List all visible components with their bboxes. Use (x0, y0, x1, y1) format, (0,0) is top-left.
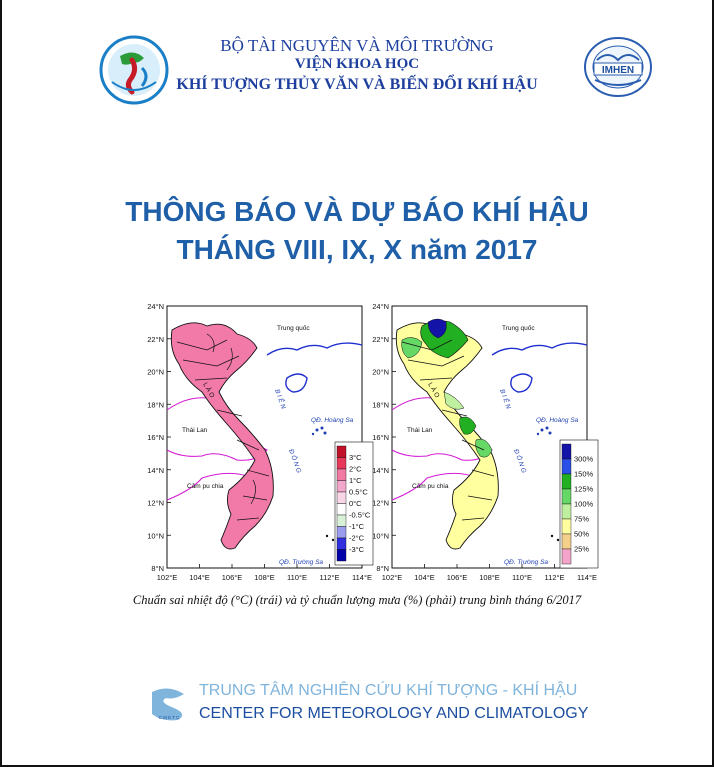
page-border-left (0, 0, 2, 767)
document-title-line2: THÁNG VIII, IX, X năm 2017 (176, 234, 538, 265)
lat-tick-label: 24°N (372, 302, 389, 311)
legend-swatch (337, 527, 346, 539)
lat-tick-label: 22°N (147, 334, 164, 344)
legend-swatch (337, 492, 346, 504)
legend-swatch (337, 550, 346, 562)
lon-tick-label: 104°E (414, 573, 435, 582)
temperature-anomaly-map (147, 300, 372, 592)
lat-tick-label: 22°N (372, 334, 389, 344)
legend-swatch (562, 534, 571, 549)
institute-name-line1: VIỆN KHOA HỌC (294, 56, 420, 72)
document-title-line1: THÔNG BÁO VÀ DỰ BÁO KHÍ HẬU (125, 196, 589, 227)
legend-label: -0.5°C (349, 510, 371, 520)
lat-tick-label: 12°N (372, 498, 389, 508)
label-hoang-sa: QĐ. Hoàng Sa (536, 417, 579, 424)
label-dong: Đ Ô N G (287, 448, 303, 475)
legend-label: 25% (574, 544, 590, 554)
legend-label: 1°C (349, 476, 362, 485)
lat-tick-label: 20°N (372, 367, 389, 377)
label-cambodia: Căm pu chia (412, 483, 449, 490)
label-truong-sa: QĐ. Trường Sa (504, 559, 549, 566)
legend-swatch (562, 444, 571, 459)
label-hoang-sa: QĐ. Hoàng Sa (311, 417, 354, 424)
lon-tick-label: 104°E (189, 573, 210, 582)
lon-tick-label: 108°E (479, 573, 500, 582)
label-china: Trung quốc (502, 325, 535, 332)
legend-swatch (337, 515, 346, 527)
lat-tick-label: 20°N (147, 367, 164, 377)
label-truong-sa: QĐ. Trường Sa (279, 559, 324, 566)
label-laos: L À O (426, 381, 441, 400)
lon-tick-label: 114°E (577, 573, 597, 582)
lon-tick-label: 102°E (156, 573, 178, 582)
lon-tick-label: 106°E (221, 573, 243, 582)
lat-tick-label: 8°N (376, 564, 389, 573)
legend-label: 3°C (349, 453, 362, 462)
label-thailand: Thái Lan (407, 427, 433, 434)
lon-tick-label: 110°E (512, 573, 532, 582)
legend-swatch (562, 519, 571, 534)
cmc-logo-text: C M E T C (158, 715, 180, 720)
rainfall-ratio-map (372, 300, 597, 592)
legend-swatch (562, 459, 571, 474)
lat-tick-label: 14°N (372, 465, 389, 475)
legend-label: 2°C (349, 464, 362, 474)
lat-tick-label: 24°N (147, 302, 164, 311)
temperature-legend (335, 442, 373, 565)
lat-tick-label: 12°N (147, 498, 164, 508)
legend-label: -1°C (349, 522, 365, 531)
lon-tick-label: 108°E (254, 573, 275, 582)
legend-swatch (562, 474, 571, 489)
label-laos: L À O (201, 381, 216, 400)
legend-swatch (337, 469, 346, 481)
lat-tick-label: 10°N (147, 531, 164, 541)
lon-tick-label: 112°E (319, 573, 340, 582)
ministry-name: BỘ TÀI NGUYÊN VÀ MÔI TRƯỜNG (220, 36, 494, 55)
label-china: Trung quốc (277, 325, 310, 332)
lat-tick-label: 18°N (147, 400, 164, 410)
label-cambodia: Căm pu chia (187, 483, 224, 490)
lon-tick-label: 112°E (544, 573, 565, 582)
legend-label: 125% (574, 484, 594, 494)
rainfall-legend (560, 440, 598, 568)
legend-swatch (337, 446, 346, 458)
center-name-en: CENTER FOR METEOROLOGY AND CLIMATOLOGY (199, 705, 589, 722)
lon-tick-label: 106°E (446, 573, 468, 582)
lon-tick-label: 114°E (352, 573, 372, 582)
lat-tick-label: 16°N (372, 433, 389, 442)
legend-label: 100% (574, 499, 594, 509)
legend-label: 75% (574, 514, 590, 524)
legend-label: 50% (574, 529, 590, 539)
legend-swatch (337, 538, 346, 550)
lon-tick-label: 102°E (381, 573, 403, 582)
institute-name-line2: KHÍ TƯỢNG THỦY VĂN VÀ BIẾN ĐỔI KHÍ HẬU (176, 76, 538, 93)
legend-label: -3°C (349, 545, 365, 554)
legend-swatch (562, 504, 571, 519)
figure-caption: Chuẩn sai nhiệt độ (°C) (trái) và tỷ chuẩn lượng mưa (%) (phải) trung bình tháng 6/2017 (132, 593, 582, 607)
center-name-vi: TRUNG TÂM NGHIÊN CỨU KHÍ TƯỢNG - KHÍ HẬU (199, 682, 578, 699)
legend-label: -2°C (349, 533, 365, 543)
lat-tick-label: 10°N (372, 531, 389, 541)
label-bien: B I Ể N (273, 388, 287, 411)
lon-tick-label: 110°E (287, 573, 307, 582)
cmc-logo (148, 686, 190, 722)
legend-label: 0°C (349, 499, 362, 508)
legend-label: 150% (574, 469, 594, 479)
legend-swatch (337, 481, 346, 493)
lat-tick-label: 16°N (147, 433, 164, 442)
legend-label: 0.5°C (349, 487, 368, 497)
label-thailand: Thái Lan (182, 427, 208, 434)
legend-swatch (337, 504, 346, 516)
legend-swatch (562, 549, 571, 564)
legend-swatch (337, 458, 346, 470)
label-dong: Đ Ô N G (512, 448, 528, 475)
legend-swatch (562, 489, 571, 504)
label-bien: B I Ể N (498, 388, 512, 411)
imhen-logo-text: IMHEN (601, 65, 635, 76)
lat-tick-label: 14°N (147, 465, 164, 475)
lat-tick-label: 8°N (151, 564, 164, 573)
legend-label: 300% (574, 454, 594, 464)
lat-tick-label: 18°N (372, 400, 389, 410)
